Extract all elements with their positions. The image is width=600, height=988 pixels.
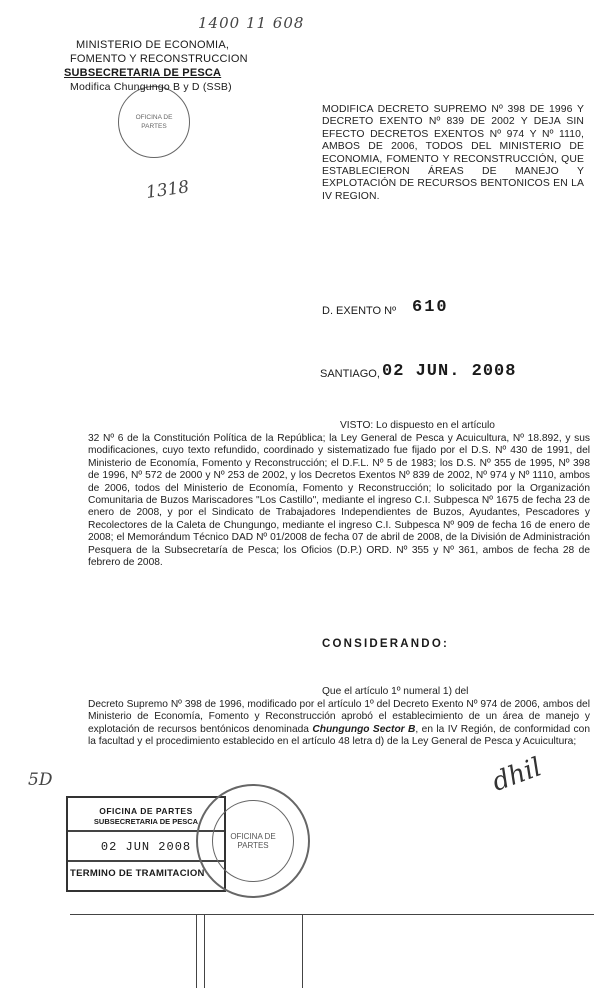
bottom-vertical-rule-1 <box>196 914 197 988</box>
handwritten-margin-number: 5D <box>28 770 53 790</box>
decree-title: MODIFICA DECRETO SUPREMO Nº 398 DE 1996 Y DECRETO EXENTO Nº 839 DE 2002 Y DEJA SIN EFECTO DECRETOS EXENTOS Nº 974 Y Nº 1110, AMBOS DE 2006, TODOS DEL MINISTERIO DE ECONOMIA, FOMENTO Y RECONSTRUCCIÓN, QUE ESTABLECIERON ÁREAS DE MANEJO Y EXPLOTACIÓN DE RECURSOS BENTONICOS EN LA IV REGION. <box>322 104 584 202</box>
subsecretaria-title: SUBSECRETARIA DE PESCA <box>64 67 222 79</box>
considerando-heading: CONSIDERANDO: <box>322 638 449 650</box>
official-seal <box>196 784 310 898</box>
considerando-p1-end: , en la IV Región, de conformidad con la facultad y el procedimiento establecido en el artículo 48 letra d) de la Ley General de Pesca y Acuicultura; <box>88 723 590 748</box>
modifica-note: Modifica Chungungo B y D (SSB) <box>70 81 232 93</box>
bottom-horizontal-rule <box>70 914 594 915</box>
considerando-paragraph <box>88 699 590 749</box>
handwritten-side-number: 1318 <box>144 177 191 203</box>
official-seal-text: OFICINA DE PARTES <box>230 832 276 850</box>
round-stamp-top <box>118 86 190 158</box>
decree-date: 02 JUN. 2008 <box>382 362 517 381</box>
bottom-vertical-rule-3 <box>302 914 303 988</box>
considerando-p1-italic: Chungungo Sector B <box>312 723 416 735</box>
decree-number: 610 <box>412 298 449 317</box>
considerando-p1: Decreto Supremo Nº 398 de 1996, modificado por el artículo 1º del Decreto Exento Nº 974 de 2006, ambos del Ministerio de Economía, Fomento y Reconstrucción aprobó el establecimiento de un área de manejo y explotación de recursos bentónicos denominada <box>88 699 590 735</box>
decree-number-label: D. EXENTO Nº <box>322 305 397 317</box>
ministry-line-2: FOMENTO Y RECONSTRUCCION <box>70 53 248 65</box>
oficina-stamp-date: 02 JUN 2008 <box>100 840 192 854</box>
considerando-lead: Que el artículo 1º numeral 1) del <box>322 686 469 697</box>
decree-place: SANTIAGO, <box>320 368 380 380</box>
round-stamp-top-text: OFICINA DE PARTES <box>135 114 173 130</box>
bottom-vertical-rule-2 <box>204 914 205 988</box>
handwritten-top-number: 1400 11 608 <box>198 14 305 32</box>
visto-body: 32 Nº 6 de la Constitución Política de la República; la Ley General de Pesca y Acuicultura, Nº 18.892, y sus modificaciones, cuyo texto refundido, coordinado y sistematizado fue fijado por el D.S. Nº 430 de 1991, del Ministerio de Economía, Fomento y Reconstrucción; el D.F.L. Nº 5 de 1983; los D.S. Nº 355 de 1995, Nº 398 de 1996, Nº 572 de 2000 y Nº 253 de 2002, y los Decretos Exentos Nº 839 de 2002, Nº 974 y Nº 1110, ambos de 2006, todos del Ministerio de Economía, Fomento y Reconstrucción; lo solicitado por la Organización Comunitaria de Buzos Mariscadores "Los Castillo", mediante el ingreso C.I. Subpesca Nº 1675 de fecha 23 de enero de 2008, y por el Sindicato de Trabajadores Independientes de Buzos, Ayudantes, Pescadores y Recolectores de la Caleta de Chungungo, mediante el ingreso C.I. Subpesca Nº 909 de fecha 16 de enero de 2008; el Memorándum Técnico DAD Nº 01/2008 de fecha 07 de abril de 2008, de la División de Administración Pesquera de la Subsecretaría de Pesca; los Oficios (D.P.) ORD. Nº 355 y Nº 361, ambos de fecha 28 de febrero de 2008. <box>88 433 590 569</box>
oficina-stamp-termino: TERMINO DE TRAMITACION <box>70 868 205 879</box>
ministry-line-1: MINISTERIO DE ECONOMIA, <box>76 39 230 51</box>
visto-lead: VISTO: Lo dispuesto en el artículo <box>340 420 495 431</box>
oficina-stamp-line-1: OFICINA DE PARTES <box>99 806 193 816</box>
signature: dhil <box>488 752 546 798</box>
oficina-stamp-line-2: SUBSECRETARIA DE PESCA <box>93 817 199 826</box>
